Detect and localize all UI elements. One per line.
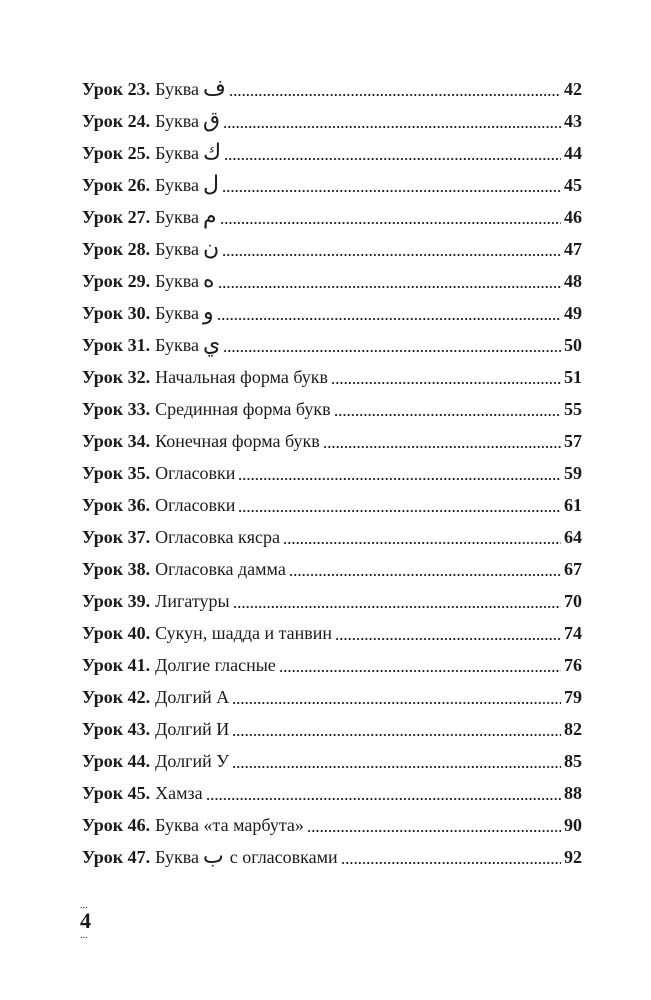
page-reference: 45 [564,175,582,195]
page-reference: 82 [564,719,582,739]
page-reference: 47 [564,239,582,259]
entry-title: Долгий А [155,687,230,707]
dot-leader [222,242,561,256]
toc-entry [82,100,582,132]
page-reference: 50 [564,335,582,355]
dot-leader [232,754,561,768]
page-reference: 64 [564,527,582,547]
entry-title: Буква [155,303,200,323]
lesson-label: Урок 44. [82,751,151,771]
entry-title: Буква [155,207,200,227]
toc-entry [82,420,582,452]
page-reference: 59 [564,463,582,483]
lesson-label: Урок 45. [82,783,151,803]
lesson-label: Урок 37. [82,527,151,547]
toc-entry [82,836,582,868]
dot-leader [289,562,561,576]
toc-entry [82,292,582,324]
footer-ornament-top: ... [80,902,88,910]
page-number: 4 [80,908,91,933]
page-reference: 57 [564,431,582,451]
page-reference: 76 [564,655,582,675]
toc-entry [82,260,582,292]
page-reference: 42 [564,79,582,99]
entry-title: Буква [155,335,200,355]
lesson-label: Урок 46. [82,815,151,835]
lesson-label: Урок 31. [82,335,151,355]
toc-entry [82,612,582,644]
dot-leader [217,306,561,320]
page-reference: 74 [564,623,582,643]
page-footer [80,902,100,940]
dot-leader [331,370,561,384]
arabic-letter: ق [203,108,221,133]
entry-title: Буква [155,79,200,99]
toc-entry [82,388,582,420]
lesson-label: Урок 28. [82,239,151,259]
page-reference: 90 [564,815,582,835]
toc-entry [82,580,582,612]
toc-entry [82,324,582,356]
arabic-letter: ل [203,172,219,197]
dot-leader [218,274,561,288]
entry-title: Огласовки [155,463,236,483]
page-reference: 43 [564,111,582,131]
entry-title: Огласовка кясра [155,527,281,547]
dot-leader [335,626,561,640]
arabic-letter: و [203,300,214,325]
dot-leader [223,338,561,352]
page-reference: 92 [564,847,582,867]
entry-title: Буква [155,239,200,259]
lesson-label: Урок 42. [82,687,151,707]
entry-title: Начальная форма букв [155,367,329,387]
toc-entry [82,68,582,100]
lesson-label: Урок 47. [82,847,151,867]
toc-entry [82,676,582,708]
toc-entry [82,772,582,804]
entry-title: Конечная форма букв [155,431,320,451]
arabic-letter: ي [203,332,221,357]
toc-entry [82,740,582,772]
entry-title: Сукун, шадда и танвин [155,623,333,643]
dot-leader [220,210,561,224]
toc-entry [82,228,582,260]
toc-entry [82,452,582,484]
page-reference: 67 [564,559,582,579]
arabic-letter: ك [203,140,222,165]
toc-entry [82,164,582,196]
lesson-label: Урок 30. [82,303,151,323]
lesson-label: Урок 39. [82,591,151,611]
dot-leader [279,658,561,672]
lesson-label: Урок 25. [82,143,151,163]
page-reference: 48 [564,271,582,291]
table-of-contents [82,68,582,868]
lesson-label: Урок 41. [82,655,151,675]
toc-entry [82,516,582,548]
toc-entry [82,356,582,388]
dot-leader [341,850,561,864]
dot-leader [238,498,561,512]
entry-title-suffix: с огласовками [229,847,338,867]
lesson-label: Урок 23. [82,79,151,99]
dot-leader [232,690,561,704]
page-reference: 46 [564,207,582,227]
dot-leader [232,722,561,736]
dot-leader [323,434,561,448]
entry-title: Огласовка дамма [155,559,286,579]
dot-leader [238,466,561,480]
arabic-letter: ف [203,76,226,101]
dot-leader [223,114,561,128]
dot-leader [334,402,561,416]
toc-entry [82,548,582,580]
arabic-letter: م [203,204,217,229]
entry-title: Хамза [155,783,203,803]
dot-leader [222,178,561,192]
entry-title: Буква «та марбута» [155,815,304,835]
toc-entry [82,132,582,164]
entry-title: Буква [155,143,200,163]
page-reference: 88 [564,783,582,803]
entry-title: Долгие гласные [155,655,276,675]
lesson-label: Урок 35. [82,463,151,483]
lesson-label: Урок 24. [82,111,151,131]
lesson-label: Урок 43. [82,719,151,739]
lesson-label: Урок 34. [82,431,151,451]
lesson-label: Урок 40. [82,623,151,643]
lesson-label: Урок 32. [82,367,151,387]
arabic-letter: ب [203,844,224,869]
entry-title: Долгий У [155,751,230,771]
lesson-label: Урок 38. [82,559,151,579]
toc-entry [82,196,582,228]
dot-leader [233,594,561,608]
page-reference: 55 [564,399,582,419]
footer-ornament-bottom: ... [80,932,88,940]
lesson-label: Урок 36. [82,495,151,515]
dot-leader [283,530,561,544]
dot-leader [224,146,561,160]
page-reference: 49 [564,303,582,323]
lesson-label: Урок 29. [82,271,151,291]
entry-title: Срединная форма букв [155,399,331,419]
page-reference: 79 [564,687,582,707]
lesson-label: Урок 26. [82,175,151,195]
page-reference: 61 [564,495,582,515]
entry-title: Буква [155,111,200,131]
arabic-letter: ه [203,268,215,293]
lesson-label: Урок 33. [82,399,151,419]
entry-title: Лигатуры [155,591,230,611]
toc-entry [82,708,582,740]
dot-leader [307,818,561,832]
page-reference: 51 [564,367,582,387]
lesson-label: Урок 27. [82,207,151,227]
arabic-letter: ن [203,236,220,261]
entry-title: Буква [155,175,200,195]
entry-title: Огласовки [155,495,236,515]
page-reference: 70 [564,591,582,611]
entry-title: Буква [155,847,200,867]
page-reference: 85 [564,751,582,771]
page-reference: 44 [564,143,582,163]
toc-entry [82,484,582,516]
entry-title: Долгий И [155,719,230,739]
dot-leader [206,786,561,800]
toc-entry [82,804,582,836]
entry-title: Буква [155,271,200,291]
toc-entry [82,644,582,676]
dot-leader [229,82,561,96]
